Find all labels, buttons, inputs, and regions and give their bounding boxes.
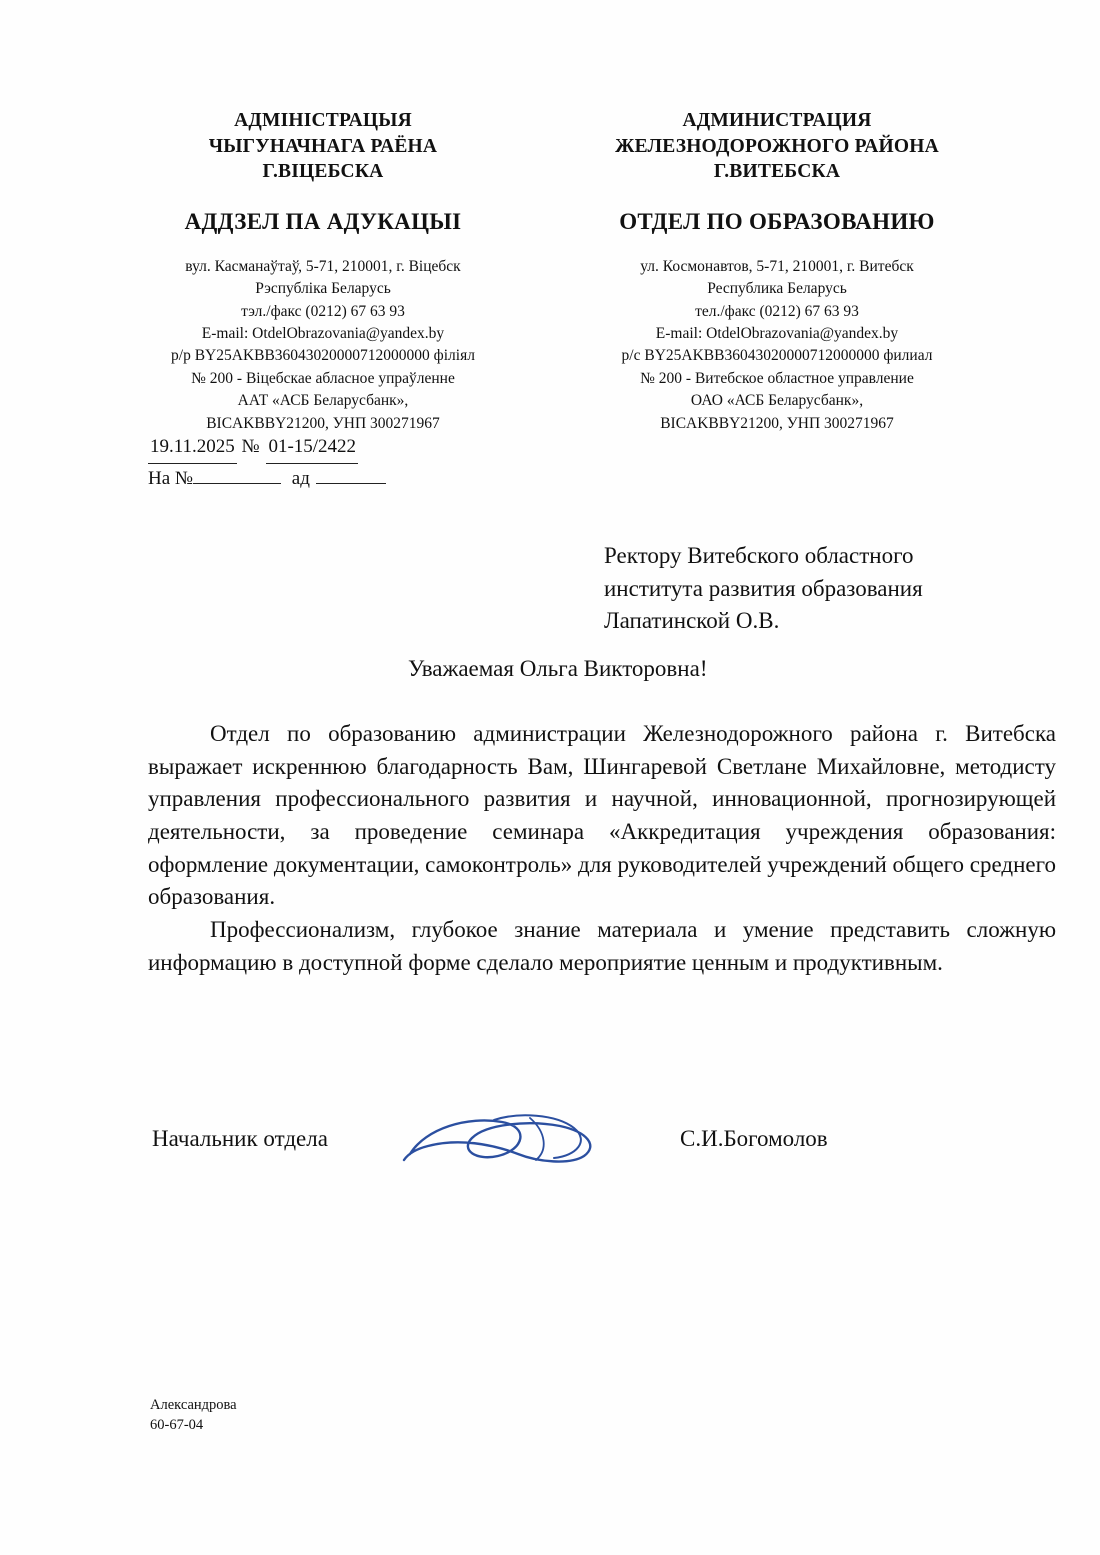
reference-date-row: [148, 432, 386, 464]
letterhead-be-department: АДДЗЕЛ ПА АДУКАЦЫІ: [184, 209, 462, 235]
addressee-line: Лапатинской О.В.: [604, 608, 780, 634]
executor-block: [150, 1396, 237, 1435]
letterhead-ru-contacts: [562, 256, 992, 436]
executor-name: Александрова: [150, 1397, 237, 1413]
reference-reply-row: [148, 464, 386, 494]
letterhead-be-email: E-mail: OtdelObrazovania@yandex.by: [201, 324, 445, 342]
body-paragraph-2: Профессионализм, глубокое знание материала и умение представить сложную информацию в доступной форме сделало мероприятие ценным и продуктивным.: [148, 916, 1056, 975]
letterhead-be-title-line: АДМІНІСТРАЦЫЯ: [234, 110, 412, 131]
letterhead-ru-title-line: Г.ВИТЕБСКА: [713, 161, 841, 183]
addressee-line: Ректору Витебского областного: [604, 543, 914, 568]
letterhead-russian: [562, 108, 992, 435]
letterhead-be-contact-line: ААТ «АСБ Беларусбанк»,: [237, 392, 409, 410]
letterhead-ru-contact-line: № 200 - Витебское областное управление: [640, 369, 914, 387]
reply-date-blank: [316, 469, 386, 484]
letterhead-be-contacts: [108, 256, 538, 436]
letterhead-ru-email: E-mail: OtdelObrazovania@yandex.by: [655, 324, 899, 342]
letterhead-ru-contact-line: BICAKBBY21200, УНП 300271967: [660, 414, 894, 432]
handwritten-signature-icon: [398, 1102, 638, 1186]
body-paragraph-1: Отдел по образованию администрации Железнодорожного района г. Витебска выражает искреннюю благодарность Вам, Шингаревой Светлане Михайловне, методисту управления профессионального развития и научной, инновационной, прогнозирующей деятельности, за проведение семинара «Аккредитация учреждения образования: оформление документации, самоконтроль» для руководителей учреждений общего среднего образования.: [148, 721, 1056, 910]
letterhead-be-title-line: ЧЫГУНАЧНАГА РАЁНА: [208, 135, 438, 157]
letterhead-ru-contact-line: ул. Космонавтов, 5-71, 210001, г. Витебск: [640, 257, 914, 275]
reply-number-label: На №: [148, 468, 194, 490]
letterhead-be-title: [108, 108, 538, 185]
letterhead-ru-contact-line: р/с BY25AKBB36043020000712000000 филиал: [621, 347, 933, 365]
signatory-position: Начальник отдела: [152, 1126, 328, 1151]
letterhead-ru-contact-line: ОАО «АСБ Беларусбанк»,: [690, 392, 864, 410]
letterhead-be-contact-line: № 200 - Віцебскае абласное упраўленне: [191, 369, 455, 387]
letterhead-be-contact-line: Рэспубліка Беларусь: [255, 280, 391, 298]
letterhead-ru-contact-line: тел./факс (0212) 67 63 93: [695, 302, 859, 320]
letterhead-ru-department: ОТДЕЛ ПО ОБРАЗОВАНИЮ: [619, 209, 935, 235]
reply-date-label: ад: [291, 468, 310, 490]
letterhead-belarusian: [108, 108, 538, 435]
letterhead-ru-title-line: АДМИНИСТРАЦИЯ: [682, 110, 872, 131]
letterhead-be-contact-line: BICAKBBY21200, УНП 300271967: [206, 414, 440, 432]
addressee-block: [604, 540, 1056, 638]
document-number: 01-15/2422: [266, 432, 358, 464]
letterhead-be-title-line: Г.ВІЦЕБСКА: [262, 161, 384, 183]
document-number-label: №: [241, 436, 260, 457]
reference-block: [148, 432, 386, 495]
reply-number-blank: [193, 469, 281, 484]
letterhead-ru-title: [562, 108, 992, 185]
document-date: 19.11.2025: [148, 432, 237, 464]
letterhead-ru-contact-line: Республика Беларусь: [707, 280, 847, 298]
addressee-line: института развития образования: [604, 575, 923, 601]
executor-phone: 60-67-04: [150, 1416, 204, 1433]
letterhead-be-contact-line: вул. Касманаўтаў, 5-71, 210001, г. Віцебск: [185, 257, 461, 275]
salutation: Уважаемая Ольга Викторовна!: [408, 656, 708, 681]
letterhead-be-contact-line: тэл./факс (0212) 67 63 93: [241, 302, 405, 320]
signatory-name: С.И.Богомолов: [680, 1126, 828, 1151]
letterhead: [0, 108, 1100, 435]
letter-body: [148, 718, 1056, 979]
letterhead-be-contact-line: р/р BY25AKBB36043020000712000000 філіял: [171, 347, 475, 365]
letterhead-ru-title-line: ЖЕЛЕЗНОДОРОЖНОГО РАЙОНА: [615, 135, 939, 157]
